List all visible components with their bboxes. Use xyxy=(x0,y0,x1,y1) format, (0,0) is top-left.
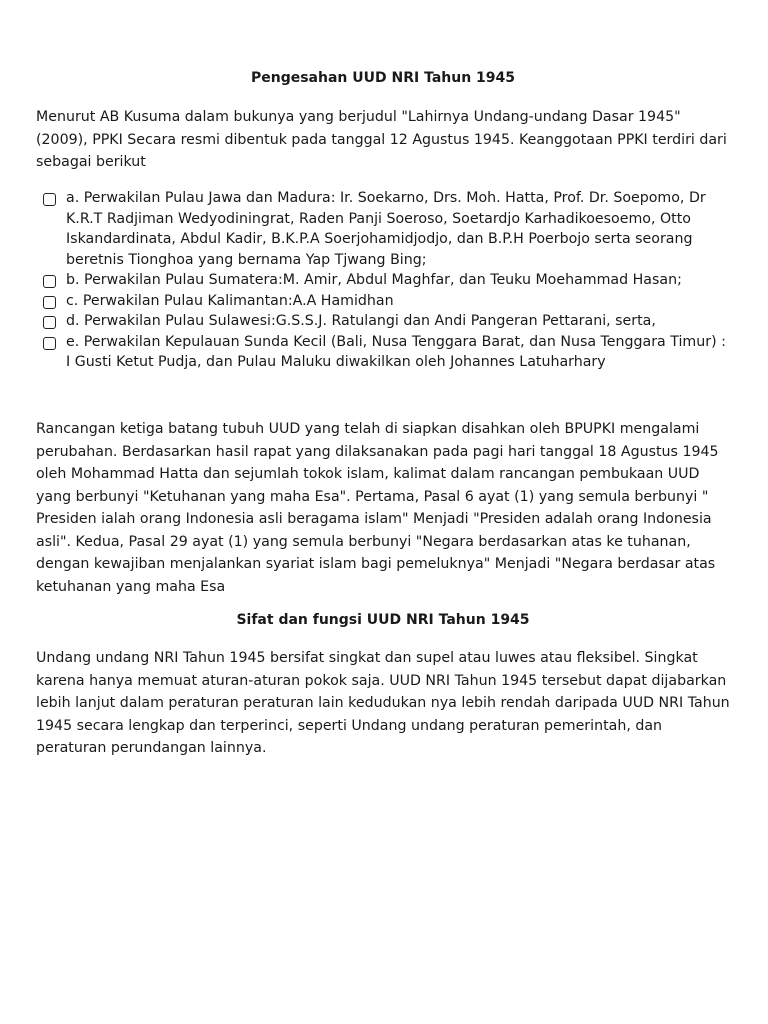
checklist-item-sulawesi xyxy=(36,311,730,332)
checklist-item-jawa-madura xyxy=(36,188,730,270)
checklist-item-text: e. Perwakilan Kepulauan Sunda Kecil (Bali, Nusa Tenggara Barat, dan Nusa Tenggara Timur) : I Gusti Ketut Pudja, dan Pulau Maluku diwakilkan oleh Johannes Latuharhary xyxy=(66,333,726,370)
checklist-item-text: d. Perwakilan Pulau Sulawesi:G.S.S.J. Ratulangi dan Andi Pangeran Pettarani, serta, xyxy=(66,313,656,329)
checklist-item-kalimantan xyxy=(36,291,730,312)
checkbox-icon[interactable] xyxy=(43,296,56,309)
checklist-item-text: c. Perwakilan Pulau Kalimantan:A.A Hamidhan xyxy=(66,292,394,309)
section-title-sifat-fungsi: Sifat dan fungsi UUD NRI Tahun 1945 xyxy=(236,612,530,628)
checklist-item-sumatera xyxy=(36,270,730,291)
checkbox-icon[interactable] xyxy=(43,193,56,206)
ppki-members-checklist xyxy=(36,188,730,373)
checkbox-icon[interactable] xyxy=(43,337,56,350)
intro-paragraph: Menurut AB Kusuma dalam bukunya yang berjudul "Lahirnya Undang-undang Dasar 1945" (2009), PPKI Secara resmi dibentuk pada tanggal 12 Agustus 1945. Keanggotaan PPKI terdiri dari sebagai berikut xyxy=(36,109,727,170)
checklist-item-text: a. Perwakilan Pulau Jawa dan Madura: Ir. Soekarno, Drs. Moh. Hatta, Prof. Dr. Soepomo, Dr K.R.T Radjiman Wedyodiningrat, Raden Panji Soeroso, Soetardjo Karhadikoesoemo, Otto Iskandardinata, Abdul Kadir, B.K.P.A Soerjohamidjodjo, dan B.P.H Poerbojo serta seorang beretnis Tionghoa yang bernama Yap Tjwang Bing; xyxy=(66,190,706,268)
checklist-item-text: b. Perwakilan Pulau Sumatera:M. Amir, Abdul Maghfar, dan Teuku Moehammad Hasan; xyxy=(66,272,682,288)
section-title-pengesahan: Pengesahan UUD NRI Tahun 1945 xyxy=(250,70,516,86)
checkbox-icon[interactable] xyxy=(43,275,56,288)
rancangan-paragraph: Rancangan ketiga batang tubuh UUD yang telah di siapkan disahkan oleh BPUPKI mengalami perubahan. Berdasarkan hasil rapat yang dilaksanakan pada pagi hari tanggal 18 Agustus 1945 oleh Mohammad Hatta dan sejumlah tokok islam, kalimat dalam rancangan pembukaan UUD yang berbunyi "Ketuhanan yang maha Esa". Pertama, Pasal 6 ayat (1) yang semula berbunyi " Presiden ialah orang Indonesia asli beragama islam" Menjadi "Presiden adalah orang Indonesia asli". Kedua, Pasal 29 ayat (1) yang semula berbunyi "Negara berdasarkan atas ke tuhanan, dengan kewajiban menjalankan syariat islam bagi pemeluknya" Menjadi "Negara berdasar atas ketuhanan yang maha Esa xyxy=(36,421,719,595)
sifat-paragraph: Undang undang NRI Tahun 1945 bersifat singkat dan supel atau luwes atau fleksibel. Singkat karena hanya memuat aturan-aturan pokok saja. UUD NRI Tahun 1945 tersebut dapat dijabarkan lebih lanjut dalam peraturan peraturan lain kedudukan nya lebih rendah daripada UUD NRI Tahun 1945 secara lengkap dan terperinci, seperti Undang undang peraturan pemerintah, dan peraturan perundangan lainnya. xyxy=(36,650,730,756)
checklist-item-sunda-kecil xyxy=(36,332,730,373)
checkbox-icon[interactable] xyxy=(43,316,56,329)
